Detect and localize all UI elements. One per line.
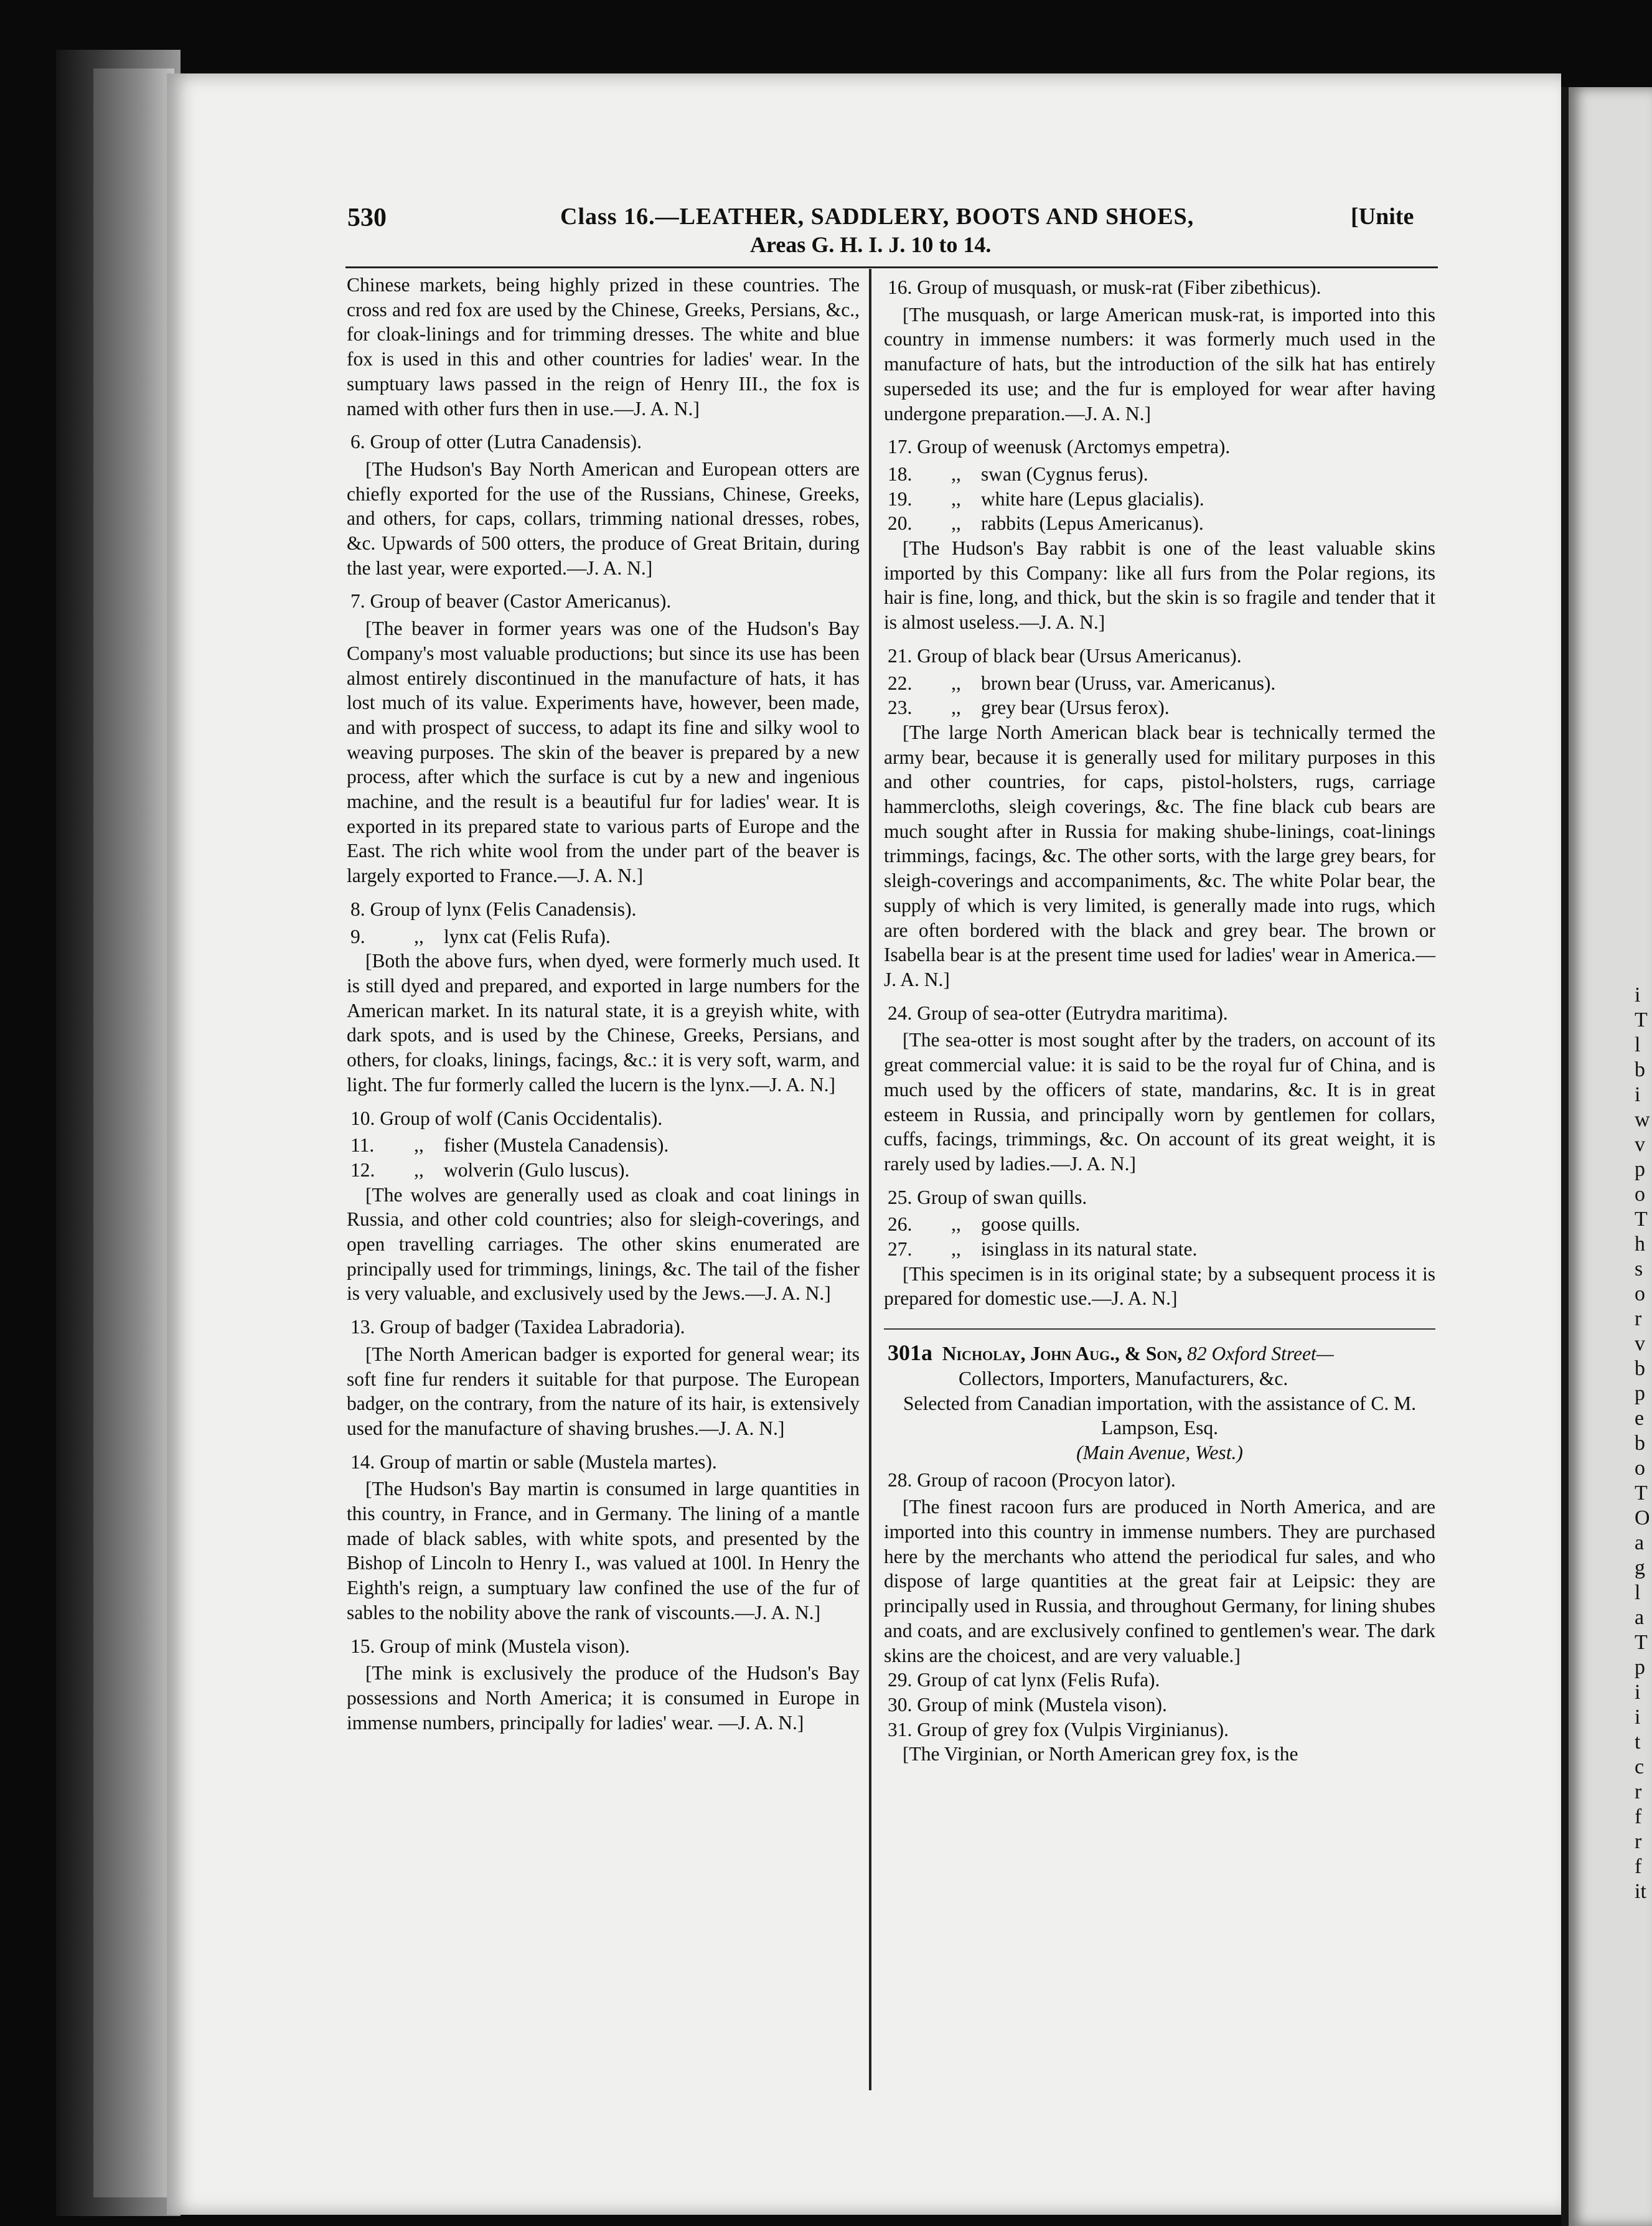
group-line: 31. Group of grey fox (Vulpis Virginianus). (888, 1718, 1229, 1740)
ditto-mark: ,, (951, 1213, 961, 1236)
next-page-fragment: p (1635, 1656, 1645, 1679)
entry-number: 12. (350, 1158, 375, 1181)
description-paragraph: [The large North American black bear is technically termed the army bear, because it is generally used for military purposes in this and other countries, for caps, pistol-holsters, rugs, carriage hammercloths, sleigh coverings, &c. The fine black cub bears are much sought after in Russia for making shube-linings, coat-linings trimmings, facings, &c. The other sorts, with the large grey bears, for sleigh-coverings and accompaniments, &c. The white Polar bear, the supply of which is very limited, is generally made into rugs, which are often bordered with the black and grey bear. The brown or Isabella bear is at the present time used for ladies' wear in America.—J. A. N.] (884, 721, 1435, 990)
description-paragraph: [The musquash, or large American musk-rat, is imported into this country in immense numbers: it was formerly much used in the manufacture of hats, but the introduction of the silk hat has entirely superseded its use; and the fur is employed for wear after having undergone preparation.—J. A. N.] (884, 303, 1435, 425)
entry-text: brown bear (Uruss, var. Americanus). (981, 672, 1276, 694)
group-subentry (884, 671, 1435, 696)
next-page-fragment: f (1635, 1855, 1642, 1878)
description-paragraph: [Both the above furs, when dyed, were formerly much used. It is still dyed and prepared, and exported in large numbers for the American market. In its natural state, it is a greyish white, with dark spots, and is used by the Chinese, Greeks, Persians, and others, for cloaks, linings, facings, &c.: it is very soft, warm, and light. The fur formerly called the lucern is the lynx.—J. A. N.] (347, 950, 860, 1096)
group-heading: 13. Group of badger (Taxidea Labradoria). (350, 1316, 685, 1338)
group-subentry (884, 511, 1435, 536)
entry-text: wolverin (Gulo luscus). (444, 1158, 630, 1181)
entry-text: white hare (Lepus glacialis). (981, 487, 1204, 510)
next-page-fragment: v (1635, 1332, 1645, 1355)
exhibitor-number: 301a (888, 1340, 932, 1366)
next-page-fragment: o (1635, 1457, 1645, 1480)
entry-number: 26. (888, 1213, 913, 1236)
next-page-fragment: T (1635, 1208, 1648, 1231)
ditto-mark: ,, (951, 697, 961, 719)
right-column (884, 273, 1435, 1767)
next-page-fragment: a (1635, 1531, 1645, 1554)
group-subentry (884, 1237, 1435, 1262)
right-column-entries (884, 275, 1435, 1311)
ditto-mark: ,, (414, 1134, 424, 1157)
next-page-fragment: o (1635, 1282, 1645, 1305)
ditto-mark: ,, (951, 487, 961, 510)
section-spacer (884, 1311, 1435, 1328)
entry-number: 19. (888, 487, 913, 510)
group-subentry (884, 1212, 1435, 1237)
description-paragraph: [The beaver in former years was one of the Hudson's Bay Company's most valuable productions; but since its use has been almost entirely discontinued in the manufacture of hats, it has lost much of its value. Experiments have, however, been made, and with prospect of success, to adapt its fine and silky wool to weaving purposes. The skin of the beaver is prepared by a new process, after which the surface is cut by a new and ingenious machine, and the result is a beautiful fur for ladies' wear. It is exported in its prepared state to various parts of Europe and the East. The rich white wool from the under part of the beaver is largely exported to France.—J. A. N.] (347, 618, 860, 887)
group-heading: 17. Group of weenusk (Arctomys empetra). (888, 436, 1231, 458)
description-paragraph: [The North American badger is exported for general wear; its soft fine fur renders it suitable for that purpose. The European badger, on the contrary, from the nature of its hair, is extensively used for the manufacture of shaving brushes.—J. A. N.] (347, 1343, 860, 1439)
entry-text: lynx cat (Felis Rufa). (444, 925, 611, 947)
group-heading: 25. Group of swan quills. (888, 1186, 1087, 1208)
next-page-edge (1569, 87, 1652, 2226)
group-heading: 6. Group of otter (Lutra Canadensis). (350, 431, 642, 453)
next-page-fragment: l (1635, 1033, 1641, 1056)
entry-number: 23. (888, 697, 913, 719)
entry-number: 20. (888, 512, 913, 535)
next-page-fragment: v (1635, 1133, 1645, 1156)
next-page-fragment: b (1635, 1357, 1645, 1380)
ditto-mark: ,, (951, 463, 961, 485)
exhibitor-selected: Selected from Canadian importation, with the assistance of C. M. Lampson, Esq. (903, 1392, 1417, 1439)
description-paragraph: [The Hudson's Bay North American and European otters are chiefly exported for the use of the Russians, Chinese, Greeks, and others, for caps, collars, trimming national dresses, robes, &c. Upwards of 500 otters, the produce of Great Britain, during the last year, were exported.—J. A. N.] (347, 458, 860, 579)
next-page-fragment: T (1635, 1631, 1648, 1654)
page-number: 530 (347, 204, 387, 232)
next-page-fragment: b (1635, 1058, 1645, 1081)
exhibitor-entry (884, 1341, 1435, 1465)
exhibitor-location: (Main Avenue, West.) (1076, 1441, 1243, 1463)
entry-number: 9. (350, 925, 365, 947)
next-page-fragment: i (1635, 1706, 1641, 1729)
ditto-mark: ,, (951, 1238, 961, 1261)
ditto-mark: ,, (951, 512, 961, 535)
next-page-fragment: w (1635, 1108, 1650, 1131)
next-page-fragment: e (1635, 1407, 1645, 1430)
description-paragraph: [The sea-otter is most sought after by the traders, on account of its great commercial value: it is said to be the royal fur of China, and is much used by the officers of state, mandarins, &c. It is in great esteem in Russia, and principally worn by gentlemen for collars, cuffs, facings, trimmings, &c. On account of its great weight, it is rarely used by ladies.—J. A. N.] (884, 1029, 1435, 1175)
next-page-fragment: T (1635, 1482, 1648, 1505)
next-page-fragment: f (1635, 1805, 1642, 1828)
next-page-fragment: T (1635, 1008, 1648, 1031)
next-page-fragment: g (1635, 1556, 1645, 1579)
next-page-fragment: i (1635, 1083, 1641, 1106)
left-column (347, 273, 860, 1735)
description-paragraph: [The mink is exclusively the produce of the Hudson's Bay possessions and North America; it is consumed in Europe in immense numbers, principally for ladies' wear. —J. A. N.] (347, 1662, 860, 1734)
entry-text: fisher (Mustela Canadensis). (444, 1134, 669, 1157)
next-page-fragment: l (1635, 1581, 1641, 1604)
group-subentry (347, 1158, 860, 1183)
group-heading: 8. Group of lynx (Felis Canadensis). (350, 898, 637, 920)
group-heading: 16. Group of musquash, or musk-rat (Fiber zibethicus). (888, 276, 1321, 298)
group-line: 29. Group of cat lynx (Felis Rufa). (888, 1669, 1160, 1691)
exhibitor-description: Collectors, Importers, Manufacturers, &c. (959, 1367, 1288, 1389)
group-heading: 28. Group of racoon (Procyon lator). (888, 1468, 1176, 1491)
group-heading: 21. Group of black bear (Ursus Americanus). (888, 644, 1242, 667)
next-page-fragment: a (1635, 1606, 1645, 1629)
next-page-fragment: it (1635, 1880, 1646, 1903)
next-page-fragment: c (1635, 1755, 1645, 1778)
next-page-fragment: r (1635, 1780, 1642, 1803)
next-page-fragment: i (1635, 1681, 1641, 1704)
description-paragraph: [The finest racoon furs are produced in North America, and are imported into this country in immense numbers. They are purchased here by the merchants who attend the periodical fur sales, and who dispose of large quantities at the great fair at Leipsic: they are principally used in Russia, and throughout Germany, for lining shubes and coats, and are exclusively confined to gentlemen's wear. The dark skins are the choicest, and are very valuable.] (884, 1496, 1435, 1666)
group-heading: 24. Group of sea-otter (Eutrydra maritima). (888, 1002, 1228, 1024)
running-title-right: [Unite (1351, 204, 1414, 230)
description-paragraph: [This specimen is in its original state; by a subsequent process it is prepared for domestic use.—J. A. N.] (884, 1262, 1435, 1310)
description-paragraph: [The wolves are generally used as cloak and coat linings in Russia, and other cold countries; also for sleigh-coverings, and open travelling carriages. The other skins enumerated are principally used for trimmings, linings, &c. The tail of the fisher is very valuable, and exclusively used by the Jews.—J. A. N.] (347, 1183, 860, 1305)
entry-text: swan (Cygnus ferus). (981, 463, 1148, 485)
exhibitor-address: 82 Oxford Street— (1187, 1343, 1334, 1365)
book-edge (93, 68, 174, 2197)
group-subentry (884, 462, 1435, 487)
right-column-entries-continued (884, 1468, 1435, 1767)
entry-number: 11. (350, 1134, 375, 1157)
group-heading: 15. Group of mink (Mustela vison). (350, 1635, 630, 1657)
entry-number: 27. (888, 1238, 913, 1261)
entry-text: isinglass in its natural state. (981, 1238, 1198, 1261)
entry-text: grey bear (Ursus ferox). (981, 697, 1170, 719)
ditto-mark: ,, (414, 925, 424, 947)
next-page-fragment: b (1635, 1432, 1645, 1455)
group-subentry (884, 695, 1435, 720)
continued-paragraph: Chinese markets, being highly prized in these countries. The cross and red fox are used by the Chinese, Greeks, Persians, &c., for cloak-linings and for trimming dresses. The white and blue fox is used in this and other countries for ladies' wear. In the sumptuary laws passed in the reign of Henry III., the fox is named with other furs then in use.—J. A. N.] (347, 274, 860, 420)
ditto-mark: ,, (951, 672, 961, 694)
next-page-fragment: s (1635, 1257, 1643, 1280)
next-page-fragment: p (1635, 1158, 1645, 1181)
next-page-fragment: t (1635, 1731, 1641, 1754)
description-paragraph: [The Hudson's Bay martin is consumed in large quantities in this country, in France, and in Germany. The lining of a mantle made of black sables, with white spots, and presented by the Bishop of Lincoln to Henry I., was valued at 100l. In Henry the Eighth's reign, a sumptuary law confined the use of the fur of sables to the nobility above the rank of viscounts.—J. A. N.] (347, 1478, 860, 1623)
next-page-fragment: r (1635, 1830, 1642, 1853)
section-divider (884, 1328, 1435, 1330)
group-subentry (347, 1133, 860, 1158)
exhibitor-name: Nicholay, John Aug., & Son, (942, 1343, 1183, 1365)
ditto-mark: ,, (414, 1158, 424, 1181)
column-rule (869, 269, 871, 2090)
next-page-fragment: p (1635, 1382, 1645, 1405)
next-page-fragment: h (1635, 1233, 1645, 1256)
next-page-fragment: o (1635, 1183, 1645, 1206)
group-subentry (347, 924, 860, 949)
entry-text: goose quills. (981, 1213, 1081, 1236)
entry-number: 18. (888, 463, 913, 485)
entry-text: rabbits (Lepus Americanus). (981, 512, 1204, 535)
next-page-fragment: O (1635, 1506, 1650, 1529)
description-paragraph: [The Virginian, or North American grey fox, is the (903, 1743, 1298, 1765)
next-page-fragment: i (1635, 984, 1641, 1007)
entry-number: 22. (888, 672, 913, 694)
running-subtitle: Areas G. H. I. J. 10 to 14. (750, 232, 992, 257)
group-heading: 10. Group of wolf (Canis Occidentalis). (350, 1107, 663, 1129)
group-heading: 14. Group of martin or sable (Mustela martes). (350, 1450, 717, 1473)
group-line: 30. Group of mink (Mustela vison). (888, 1693, 1167, 1716)
group-heading: 7. Group of beaver (Castor Americanus). (350, 590, 672, 613)
header-rule (345, 266, 1438, 268)
next-page-fragment: r (1635, 1307, 1642, 1330)
description-paragraph: [The Hudson's Bay rabbit is one of the least valuable skins imported by this Company: like all furs from the Polar regions, its hair is fine, long, and thick, but the skin is so fragile and tender that it is almost useless.—J. A. N.] (884, 537, 1435, 634)
exhibitor-heading (884, 1341, 1435, 1366)
running-title: Class 16.—LEATHER, SADDLERY, BOOTS AND SHOES, (560, 204, 1194, 230)
group-subentry (884, 487, 1435, 512)
